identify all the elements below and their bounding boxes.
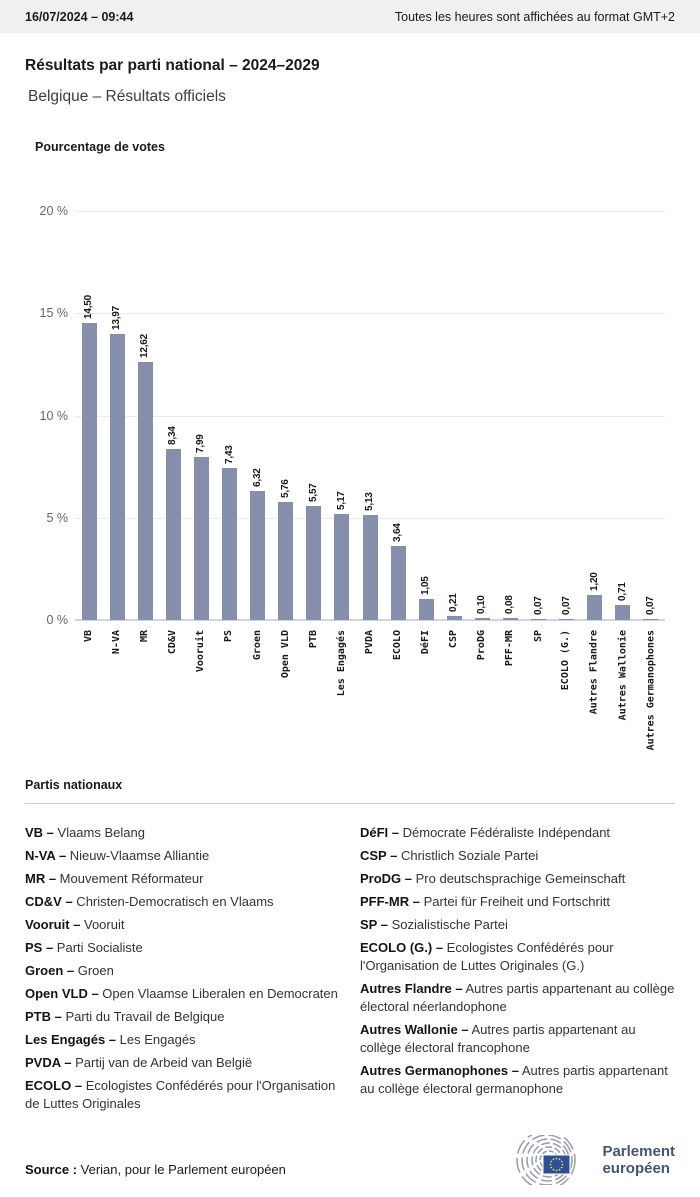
bar-value-text: 0,07	[532, 596, 544, 615]
bar-value-text: 5,13	[364, 492, 375, 511]
party-full-name: Pro deutschsprachige Gemeinschaft	[412, 871, 626, 886]
bar-value-text: 13,97	[111, 305, 123, 330]
logo-text-line2: européen	[602, 1160, 670, 1177]
legend-column	[360, 824, 675, 1118]
party-full-name: Partij van de Arbeid van België	[71, 1055, 253, 1070]
timezone-note: Toutes les heures sont affichées au format GMT+2	[394, 9, 675, 24]
y-tick-label: 10 %	[39, 408, 68, 423]
bar-chart	[0, 155, 700, 770]
bar	[278, 502, 293, 620]
bar-category-text: Autres Flandre	[588, 630, 600, 715]
legend-entry	[25, 824, 340, 842]
bar	[559, 619, 574, 620]
legend-entry	[25, 1008, 340, 1026]
party-full-name: Ecologistes Confédérés pour l'Organisation de Luttes Originales	[25, 1078, 336, 1111]
y-gridline	[75, 416, 665, 417]
party-abbreviation: N-VA –	[25, 848, 67, 863]
divider	[25, 803, 675, 804]
bar-value-text: 5,76	[279, 479, 291, 498]
source-line	[25, 1162, 286, 1177]
page-title: Résultats par parti national – 2024–2029	[25, 57, 320, 74]
party-full-name: Nieuw-Vlaamse Alliantie	[66, 848, 210, 863]
bar	[587, 595, 602, 620]
party-abbreviation: VB –	[25, 825, 54, 840]
logo-text	[602, 1143, 675, 1177]
legend-entry	[360, 893, 675, 911]
logo-text-line1: Parlement	[602, 1143, 675, 1160]
eu-flag-icon	[543, 1155, 570, 1174]
page-header	[0, 33, 700, 106]
party-full-name: Ecologistes Confédérés pour l'Organisation de Luttes Originales (G.)	[360, 940, 614, 973]
bar-value-text: 3,64	[392, 523, 404, 542]
party-abbreviation: ECOLO –	[25, 1078, 83, 1093]
source-text: Verian, pour le Parlement européen	[80, 1162, 286, 1177]
legend-entry	[360, 847, 675, 865]
bar-category-text: ECOLO (G.)	[560, 630, 572, 691]
ep-hemicycle-icon	[501, 1135, 593, 1185]
bar	[391, 546, 406, 620]
bar-category-text: Autres Wallonie	[616, 630, 628, 721]
bar-category-text: SP	[532, 630, 544, 643]
bar-value-text: 0,07	[644, 596, 656, 615]
party-full-name: Vooruit	[80, 917, 125, 932]
y-gridline	[75, 313, 665, 314]
legend-entry	[360, 916, 675, 934]
bar-category-text: Open VLD	[279, 630, 291, 679]
legend-title: Partis nationaux	[25, 778, 123, 792]
legend-entry	[25, 1031, 340, 1049]
legend-columns	[25, 824, 675, 1118]
source-label: Source :	[25, 1162, 78, 1177]
party-abbreviation: Autres Germanophones –	[360, 1063, 519, 1078]
party-abbreviation: ECOLO (G.) –	[360, 940, 444, 955]
bar	[250, 491, 265, 620]
page-subtitle: Belgique – Résultats officiels	[28, 88, 226, 105]
bar-value-text: 6,32	[251, 468, 263, 487]
legend-column	[25, 824, 340, 1118]
bar-value-text: 0,07	[560, 596, 572, 615]
bar	[166, 449, 181, 620]
bar	[447, 616, 462, 620]
bar	[419, 599, 434, 620]
party-full-name: Sozialistische Partei	[387, 917, 508, 932]
legend-entry	[360, 1062, 675, 1098]
bar	[82, 323, 97, 620]
bar	[110, 334, 125, 620]
bar	[194, 457, 209, 620]
party-full-name: Christlich Soziale Partei	[397, 848, 539, 863]
y-tick-label: 5 %	[46, 510, 68, 525]
party-abbreviation: Vooruit –	[25, 917, 81, 932]
legend-entry	[360, 939, 675, 975]
european-parliament-logo	[501, 1135, 675, 1185]
party-full-name: Autres partis appartenant au collège électoral néerlandophone	[360, 981, 675, 1014]
party-abbreviation: ProDG –	[360, 871, 413, 886]
party-full-name: Autres partis appartenant au collège électoral francophone	[360, 1022, 636, 1055]
legend-entry	[25, 916, 340, 934]
legend-entry	[25, 962, 340, 980]
bar-value-text: 8,34	[167, 426, 179, 445]
bar-category-text: PTB	[307, 630, 319, 649]
bar-category-text: CSP	[448, 630, 460, 649]
bar	[306, 506, 321, 620]
national-parties-section	[0, 778, 700, 1118]
party-abbreviation: Les Engagés –	[25, 1032, 117, 1047]
bar-value-text: 5,17	[335, 491, 347, 510]
bar	[531, 619, 546, 620]
bar-category-text: ProDG	[476, 630, 488, 661]
party-full-name: Démocrate Fédéraliste Indépendant	[399, 825, 611, 840]
party-full-name: Autres partis appartenant au collège électoral germanophone	[360, 1063, 668, 1096]
legend-entry	[25, 870, 340, 888]
bar-value-text: 0,08	[504, 595, 516, 614]
legend-entry	[360, 1021, 675, 1057]
party-abbreviation: CD&V –	[25, 894, 73, 909]
bar	[222, 468, 237, 620]
bar-category-text: PVDA	[364, 630, 375, 655]
y-tick-label: 0 %	[46, 613, 68, 627]
party-abbreviation: MR –	[25, 871, 57, 886]
bar-value-text: 7,99	[195, 434, 207, 453]
party-abbreviation: Autres Wallonie –	[360, 1022, 469, 1037]
bar-value-text: 0,21	[448, 593, 460, 612]
bar-category-text: DéFI	[420, 630, 432, 655]
bar-value-text: 0,71	[616, 582, 628, 601]
legend-entry	[360, 824, 675, 842]
bar	[363, 515, 378, 620]
bar	[138, 362, 153, 620]
party-full-name: Partei für Freiheit und Fortschritt	[419, 894, 610, 909]
party-full-name: Mouvement Réformateur	[56, 871, 204, 886]
bar-category-text: Les Engagés	[335, 630, 347, 697]
bar	[615, 605, 630, 620]
bar-category-text: Vooruit	[195, 630, 207, 673]
bar-category-text: MR	[139, 630, 151, 643]
bar-category-text: N-VA	[111, 630, 123, 655]
party-abbreviation: Open VLD –	[25, 986, 99, 1001]
bar-category-text: PFF-MR	[504, 630, 516, 667]
party-full-name: Vlaams Belang	[53, 825, 145, 840]
party-abbreviation: Groen –	[25, 963, 75, 978]
bar-value-text: 1,20	[588, 572, 600, 591]
party-abbreviation: PTB –	[25, 1009, 62, 1024]
bar-category-text: VB	[83, 630, 95, 643]
y-tick-label: 15 %	[39, 306, 68, 321]
party-abbreviation: SP –	[360, 917, 388, 932]
party-full-name: Parti Socialiste	[53, 940, 143, 955]
bar-value-text: 1,05	[420, 576, 432, 595]
bar-category-text: CD&V	[167, 630, 179, 655]
party-full-name: Groen	[74, 963, 114, 978]
bar-value-text: 7,43	[223, 445, 235, 464]
party-full-name: Parti du Travail de Belgique	[61, 1009, 225, 1024]
party-abbreviation: PVDA –	[25, 1055, 72, 1070]
bar-category-text: Groen	[251, 630, 263, 661]
bar	[334, 514, 349, 620]
chart-title: Pourcentage de votes	[35, 140, 165, 154]
page-footer	[0, 1135, 700, 1185]
bar-value-text: 14,50	[83, 294, 95, 319]
party-full-name: Christen-Democratisch en Vlaams	[72, 894, 274, 909]
party-abbreviation: Autres Flandre –	[360, 981, 463, 996]
bar-category-text: ECOLO	[392, 630, 404, 661]
party-abbreviation: PS –	[25, 940, 54, 955]
bar-category-text: Autres Germanophones	[644, 630, 656, 751]
party-full-name: Les Engagés	[116, 1032, 196, 1047]
party-abbreviation: PFF-MR –	[360, 894, 420, 909]
party-abbreviation: CSP –	[360, 848, 398, 863]
legend-entry	[25, 893, 340, 911]
bar-value-text: 12,62	[139, 333, 151, 358]
legend-entry	[25, 939, 340, 957]
bar-value-text: 0,10	[476, 595, 488, 614]
legend-entry	[25, 985, 340, 1003]
bar	[475, 618, 490, 620]
party-abbreviation: DéFI –	[360, 825, 400, 840]
bar	[503, 618, 518, 620]
bar-category-text: PS	[223, 630, 235, 643]
y-tick-label: 20 %	[39, 204, 68, 218]
legend-entry	[360, 870, 675, 888]
legend-entry	[360, 980, 675, 1016]
y-gridline	[75, 211, 665, 212]
bar	[643, 619, 658, 620]
legend-entry	[25, 1054, 340, 1072]
party-full-name: Open Vlaamse Liberalen en Democraten	[98, 986, 338, 1001]
legend-entry	[25, 847, 340, 865]
bar-value-text: 5,57	[307, 483, 319, 502]
datetime-text: 16/07/2024 – 09:44	[25, 9, 134, 24]
legend-entry	[25, 1077, 340, 1113]
top-bar	[0, 0, 700, 33]
